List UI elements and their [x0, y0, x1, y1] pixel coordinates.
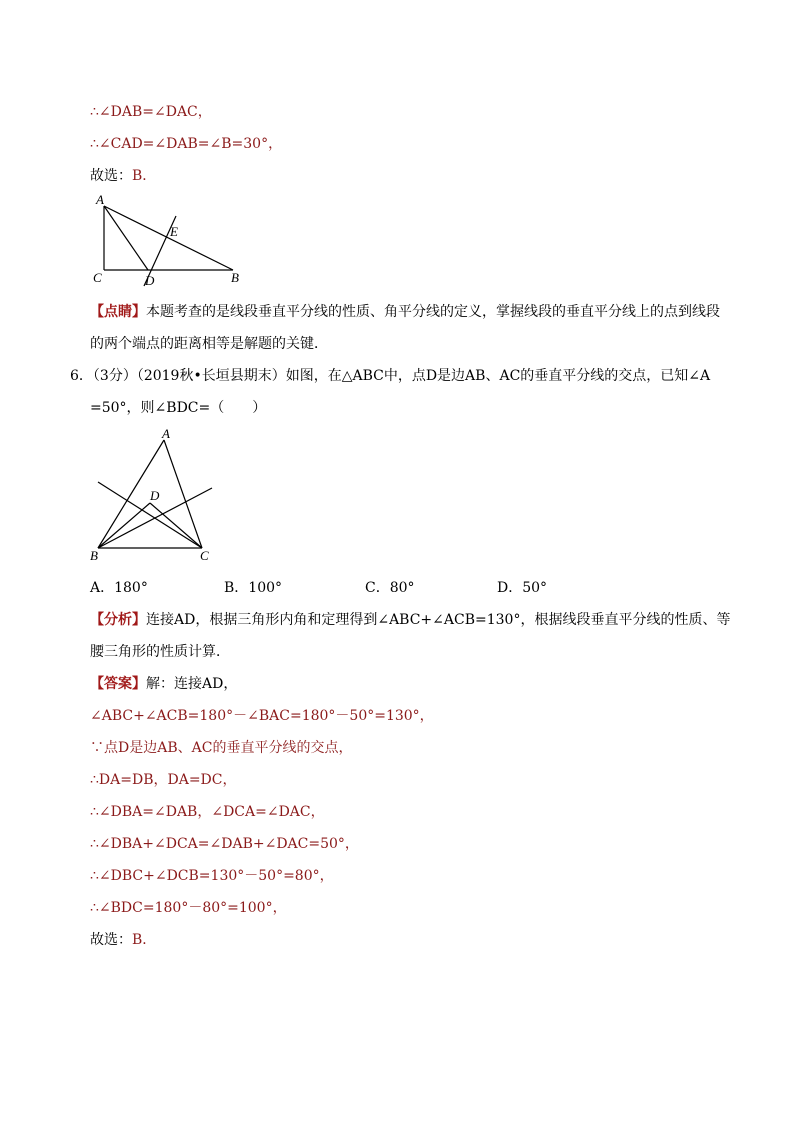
choice-prefix: 故选：	[90, 168, 132, 184]
point-label-A: A	[96, 192, 104, 207]
question-line: 6．（3分）（2019秋•长垣县期末）如图，在△ABC中，点D是边AB、AC的垂直平分线的交点，已知∠A	[70, 368, 711, 384]
point-label-E: E	[170, 224, 178, 239]
choice-prefix: 故选：	[90, 932, 132, 948]
answer-step: ∠ABC+∠ACB=180°－∠BAC=180°－50°=130°，	[90, 708, 434, 724]
choice-line	[90, 166, 156, 186]
answer-step: ∴∠DBA=∠DAB，∠DCA=∠DAC，	[90, 804, 325, 820]
comment-line: 的两个端点的距离相等是解题的关键．	[90, 336, 328, 352]
comment-line	[90, 302, 720, 322]
question-line: =50°，则∠BDC=（ ）	[90, 400, 267, 416]
point-label-A: A	[162, 426, 170, 441]
option-d: D．50°	[497, 580, 548, 596]
answer-step: ∴∠DBC+∠DCB=130°－50°=80°，	[90, 868, 334, 884]
choice-line	[90, 930, 156, 950]
answer-step: ∵点D是边AB、AC的垂直平分线的交点，	[90, 740, 353, 756]
answer-step: ∴∠DBA+∠DCA=∠DAB+∠DAC=50°，	[90, 836, 359, 852]
analysis-text: 连接AD，根据三角形内角和定理得到∠ABC+∠ACB=130°，根据线段垂直平分线的性质、等	[146, 612, 731, 628]
solution-line: ∴∠CAD=∠DAB=∠B=30°，	[90, 136, 283, 152]
answer-step: ∴∠BDC=180°－80°=100°，	[90, 900, 287, 916]
choice-answer: B．	[132, 168, 157, 184]
choice-answer: B．	[132, 932, 157, 948]
point-label-D: D	[150, 488, 160, 503]
point-label-B: B	[231, 270, 239, 285]
answer-step: ∴DA=DB，DA=DC，	[90, 772, 237, 788]
point-label-C: C	[200, 548, 209, 563]
answer-intro: 解：连接AD，	[146, 676, 238, 692]
geometry-figure-2	[86, 426, 226, 566]
option-a: A．180°	[90, 580, 148, 596]
solution-line: ∴∠DAB=∠DAC，	[90, 104, 212, 120]
point-label-C: C	[93, 270, 102, 285]
analysis-tag: 【分析】	[90, 612, 146, 628]
analysis-line	[90, 610, 730, 630]
answer-line	[90, 674, 237, 694]
option-b: B．100°	[224, 580, 283, 596]
answer-tag: 【答案】	[90, 676, 146, 692]
comment-text: 本题考查的是线段垂直平分线的性质、角平分线的定义，掌握线段的垂直平分线上的点到线段	[146, 304, 720, 320]
option-c: C．80°	[365, 580, 415, 596]
point-label-D: D	[145, 273, 155, 288]
comment-tag: 【点睛】	[90, 304, 146, 320]
analysis-line: 腰三角形的性质计算．	[90, 644, 230, 660]
point-label-B: B	[90, 548, 98, 563]
geometry-figure-1	[88, 190, 248, 290]
